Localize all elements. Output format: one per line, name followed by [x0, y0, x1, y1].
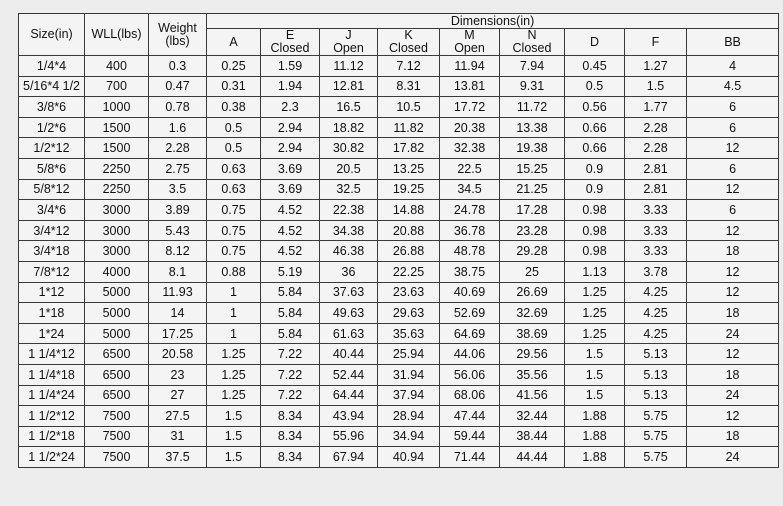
cell-a: 1.25 [207, 364, 261, 385]
cell-j-open: 64.44 [320, 385, 378, 406]
cell-j-open: 37.63 [320, 282, 378, 303]
table-row [19, 385, 779, 406]
cell-e-closed: 4.52 [261, 241, 320, 262]
table-row [19, 364, 779, 385]
cell-j-open: 36 [320, 261, 378, 282]
cell-n-closed: 7.94 [500, 56, 565, 77]
cell-bb: 24 [687, 447, 779, 468]
cell-size: 1 1/2*12 [19, 406, 85, 427]
cell-wll: 3000 [85, 220, 149, 241]
turnbuckle-spec-table [18, 13, 779, 468]
cell-e-closed: 7.22 [261, 364, 320, 385]
cell-a: 1 [207, 282, 261, 303]
cell-a: 1 [207, 323, 261, 344]
cell-e-closed: 8.34 [261, 426, 320, 447]
cell-j-open: 61.63 [320, 323, 378, 344]
cell-m-open: 36.78 [440, 220, 500, 241]
cell-d: 0.45 [565, 56, 625, 77]
table-row [19, 344, 779, 365]
cell-weight: 3.5 [149, 179, 207, 200]
cell-e-closed: 4.52 [261, 200, 320, 221]
cell-wll: 400 [85, 56, 149, 77]
cell-e-closed: 5.84 [261, 323, 320, 344]
table-row [19, 179, 779, 200]
cell-weight: 23 [149, 364, 207, 385]
cell-weight: 31 [149, 426, 207, 447]
cell-wll: 2250 [85, 158, 149, 179]
header-k-line2: Closed [389, 41, 428, 55]
spec-table-container [18, 13, 778, 468]
cell-d: 1.88 [565, 447, 625, 468]
cell-size: 3/4*18 [19, 241, 85, 262]
cell-d: 1.25 [565, 303, 625, 324]
cell-d: 1.5 [565, 385, 625, 406]
cell-size: 7/8*12 [19, 261, 85, 282]
cell-j-open: 52.44 [320, 364, 378, 385]
cell-weight: 27 [149, 385, 207, 406]
cell-d: 0.98 [565, 200, 625, 221]
cell-e-closed: 5.84 [261, 282, 320, 303]
cell-bb: 24 [687, 323, 779, 344]
header-m-line1: M [464, 28, 475, 42]
table-row [19, 303, 779, 324]
cell-f: 1.77 [625, 97, 687, 118]
cell-wll: 3000 [85, 241, 149, 262]
cell-f: 5.75 [625, 406, 687, 427]
cell-weight: 11.93 [149, 282, 207, 303]
cell-size: 1*24 [19, 323, 85, 344]
cell-bb: 4 [687, 56, 779, 77]
cell-size: 1/2*6 [19, 117, 85, 138]
cell-m-open: 20.38 [440, 117, 500, 138]
cell-n-closed: 13.38 [500, 117, 565, 138]
table-row [19, 220, 779, 241]
header-j-line2: Open [333, 41, 364, 55]
cell-a: 0.75 [207, 200, 261, 221]
cell-a: 0.88 [207, 261, 261, 282]
cell-n-closed: 15.25 [500, 158, 565, 179]
cell-wll: 4000 [85, 261, 149, 282]
cell-k-closed: 22.25 [378, 261, 440, 282]
cell-k-closed: 19.25 [378, 179, 440, 200]
cell-e-closed: 3.69 [261, 179, 320, 200]
cell-d: 0.98 [565, 241, 625, 262]
table-row [19, 97, 779, 118]
header-m-line2: Open [454, 41, 485, 55]
cell-m-open: 34.5 [440, 179, 500, 200]
cell-a: 0.75 [207, 241, 261, 262]
cell-wll: 7500 [85, 406, 149, 427]
header-e-line1: E [285, 28, 295, 42]
cell-a: 0.5 [207, 117, 261, 138]
cell-e-closed: 2.3 [261, 97, 320, 118]
cell-n-closed: 38.69 [500, 323, 565, 344]
header-k-closed [378, 29, 440, 56]
cell-k-closed: 29.63 [378, 303, 440, 324]
table-row [19, 426, 779, 447]
cell-k-closed: 17.82 [378, 138, 440, 159]
cell-weight: 1.6 [149, 117, 207, 138]
cell-size: 1*12 [19, 282, 85, 303]
cell-a: 1.5 [207, 426, 261, 447]
cell-e-closed: 1.59 [261, 56, 320, 77]
cell-m-open: 13.81 [440, 76, 500, 97]
cell-n-closed: 41.56 [500, 385, 565, 406]
cell-f: 2.81 [625, 179, 687, 200]
cell-e-closed: 8.34 [261, 406, 320, 427]
cell-m-open: 71.44 [440, 447, 500, 468]
cell-n-closed: 29.28 [500, 241, 565, 262]
cell-d: 0.66 [565, 117, 625, 138]
cell-k-closed: 25.94 [378, 344, 440, 365]
cell-n-closed: 32.44 [500, 406, 565, 427]
cell-d: 0.9 [565, 179, 625, 200]
cell-bb: 6 [687, 97, 779, 118]
table-body [19, 56, 779, 468]
table-row [19, 158, 779, 179]
cell-k-closed: 23.63 [378, 282, 440, 303]
cell-weight: 27.5 [149, 406, 207, 427]
cell-f: 5.75 [625, 426, 687, 447]
cell-size: 1 1/4*12 [19, 344, 85, 365]
cell-f: 2.81 [625, 158, 687, 179]
header-e-line2: Closed [270, 41, 310, 55]
header-k-line1: K [404, 28, 413, 42]
table-row [19, 56, 779, 77]
cell-wll: 3000 [85, 200, 149, 221]
cell-wll: 6500 [85, 344, 149, 365]
cell-d: 0.56 [565, 97, 625, 118]
cell-k-closed: 11.82 [378, 117, 440, 138]
cell-weight: 8.1 [149, 261, 207, 282]
cell-j-open: 22.38 [320, 200, 378, 221]
header-weight [149, 14, 207, 56]
cell-weight: 0.78 [149, 97, 207, 118]
cell-f: 4.25 [625, 303, 687, 324]
cell-wll: 6500 [85, 385, 149, 406]
cell-weight: 8.12 [149, 241, 207, 262]
cell-d: 1.25 [565, 282, 625, 303]
cell-j-open: 40.44 [320, 344, 378, 365]
table-row [19, 241, 779, 262]
cell-weight: 0.47 [149, 76, 207, 97]
header-n-line2: Closed [512, 41, 552, 55]
header-j-line1: J [345, 28, 352, 42]
cell-n-closed: 19.38 [500, 138, 565, 159]
cell-n-closed: 21.25 [500, 179, 565, 200]
cell-size: 5/16*4 1/2 [19, 76, 85, 97]
table-row [19, 406, 779, 427]
cell-size: 1/2*12 [19, 138, 85, 159]
cell-wll: 5000 [85, 303, 149, 324]
table-row [19, 200, 779, 221]
cell-a: 1.5 [207, 406, 261, 427]
header-a: A [207, 29, 261, 56]
cell-j-open: 34.38 [320, 220, 378, 241]
cell-f: 5.13 [625, 364, 687, 385]
cell-m-open: 47.44 [440, 406, 500, 427]
cell-d: 0.9 [565, 158, 625, 179]
cell-f: 3.78 [625, 261, 687, 282]
cell-f: 2.28 [625, 138, 687, 159]
cell-a: 0.63 [207, 158, 261, 179]
cell-k-closed: 13.25 [378, 158, 440, 179]
cell-e-closed: 8.34 [261, 447, 320, 468]
table-row [19, 138, 779, 159]
cell-d: 1.5 [565, 344, 625, 365]
cell-n-closed: 11.72 [500, 97, 565, 118]
cell-e-closed: 2.94 [261, 117, 320, 138]
cell-m-open: 24.78 [440, 200, 500, 221]
cell-d: 0.66 [565, 138, 625, 159]
cell-size: 1*18 [19, 303, 85, 324]
cell-bb: 6 [687, 117, 779, 138]
header-weight-line1: Weight [158, 20, 197, 35]
cell-m-open: 48.78 [440, 241, 500, 262]
cell-d: 1.88 [565, 406, 625, 427]
cell-wll: 1000 [85, 97, 149, 118]
cell-a: 0.38 [207, 97, 261, 118]
cell-weight: 5.43 [149, 220, 207, 241]
cell-n-closed: 38.44 [500, 426, 565, 447]
cell-size: 1 1/4*18 [19, 364, 85, 385]
cell-j-open: 55.96 [320, 426, 378, 447]
cell-e-closed: 7.22 [261, 344, 320, 365]
header-n-closed [500, 29, 565, 56]
table-row [19, 117, 779, 138]
cell-e-closed: 7.22 [261, 385, 320, 406]
cell-e-closed: 2.94 [261, 138, 320, 159]
cell-wll: 5000 [85, 323, 149, 344]
cell-e-closed: 5.84 [261, 303, 320, 324]
cell-d: 0.98 [565, 220, 625, 241]
cell-f: 1.27 [625, 56, 687, 77]
cell-a: 0.75 [207, 220, 261, 241]
cell-a: 1.25 [207, 385, 261, 406]
header-bb: BB [687, 29, 779, 56]
cell-weight: 2.75 [149, 158, 207, 179]
cell-n-closed: 32.69 [500, 303, 565, 324]
cell-m-open: 22.5 [440, 158, 500, 179]
cell-j-open: 20.5 [320, 158, 378, 179]
cell-a: 1.5 [207, 447, 261, 468]
cell-d: 1.88 [565, 426, 625, 447]
cell-weight: 20.58 [149, 344, 207, 365]
cell-weight: 17.25 [149, 323, 207, 344]
cell-k-closed: 26.88 [378, 241, 440, 262]
cell-size: 5/8*12 [19, 179, 85, 200]
cell-bb: 18 [687, 241, 779, 262]
header-e-closed [261, 29, 320, 56]
cell-a: 1.25 [207, 344, 261, 365]
cell-j-open: 46.38 [320, 241, 378, 262]
cell-size: 1/4*4 [19, 56, 85, 77]
cell-f: 3.33 [625, 220, 687, 241]
cell-size: 3/4*6 [19, 200, 85, 221]
cell-j-open: 43.94 [320, 406, 378, 427]
cell-e-closed: 3.69 [261, 158, 320, 179]
cell-f: 3.33 [625, 200, 687, 221]
cell-f: 1.5 [625, 76, 687, 97]
cell-n-closed: 9.31 [500, 76, 565, 97]
cell-bb: 18 [687, 364, 779, 385]
cell-m-open: 56.06 [440, 364, 500, 385]
cell-wll: 7500 [85, 426, 149, 447]
cell-a: 1 [207, 303, 261, 324]
cell-j-open: 32.5 [320, 179, 378, 200]
cell-a: 0.31 [207, 76, 261, 97]
table-row [19, 282, 779, 303]
cell-n-closed: 44.44 [500, 447, 565, 468]
cell-m-open: 68.06 [440, 385, 500, 406]
table-row [19, 76, 779, 97]
cell-n-closed: 25 [500, 261, 565, 282]
cell-size: 1 1/2*18 [19, 426, 85, 447]
cell-a: 0.5 [207, 138, 261, 159]
cell-k-closed: 31.94 [378, 364, 440, 385]
cell-m-open: 32.38 [440, 138, 500, 159]
cell-e-closed: 5.19 [261, 261, 320, 282]
cell-bb: 18 [687, 303, 779, 324]
cell-size: 3/8*6 [19, 97, 85, 118]
cell-f: 3.33 [625, 241, 687, 262]
cell-d: 0.5 [565, 76, 625, 97]
cell-m-open: 38.75 [440, 261, 500, 282]
cell-j-open: 67.94 [320, 447, 378, 468]
cell-weight: 3.89 [149, 200, 207, 221]
header-wll: WLL(lbs) [85, 14, 149, 56]
cell-a: 0.25 [207, 56, 261, 77]
cell-f: 5.13 [625, 344, 687, 365]
cell-e-closed: 1.94 [261, 76, 320, 97]
cell-bb: 24 [687, 385, 779, 406]
cell-j-open: 18.82 [320, 117, 378, 138]
cell-bb: 6 [687, 158, 779, 179]
cell-k-closed: 8.31 [378, 76, 440, 97]
table-row [19, 447, 779, 468]
cell-size: 5/8*6 [19, 158, 85, 179]
cell-k-closed: 34.94 [378, 426, 440, 447]
table-row [19, 261, 779, 282]
cell-f: 4.25 [625, 282, 687, 303]
cell-k-closed: 37.94 [378, 385, 440, 406]
cell-size: 3/4*12 [19, 220, 85, 241]
cell-n-closed: 26.69 [500, 282, 565, 303]
cell-size: 1 1/4*24 [19, 385, 85, 406]
cell-j-open: 49.63 [320, 303, 378, 324]
cell-m-open: 59.44 [440, 426, 500, 447]
cell-bb: 18 [687, 426, 779, 447]
cell-m-open: 64.69 [440, 323, 500, 344]
cell-wll: 700 [85, 76, 149, 97]
cell-f: 4.25 [625, 323, 687, 344]
cell-bb: 12 [687, 179, 779, 200]
cell-bb: 12 [687, 220, 779, 241]
header-m-open [440, 29, 500, 56]
header-j-open [320, 29, 378, 56]
header-dimensions: Dimensions(in) [207, 14, 779, 29]
cell-k-closed: 14.88 [378, 200, 440, 221]
cell-wll: 6500 [85, 364, 149, 385]
cell-bb: 12 [687, 344, 779, 365]
cell-f: 2.28 [625, 117, 687, 138]
cell-weight: 37.5 [149, 447, 207, 468]
cell-weight: 14 [149, 303, 207, 324]
cell-j-open: 16.5 [320, 97, 378, 118]
cell-k-closed: 10.5 [378, 97, 440, 118]
cell-wll: 7500 [85, 447, 149, 468]
cell-m-open: 11.94 [440, 56, 500, 77]
cell-weight: 0.3 [149, 56, 207, 77]
cell-j-open: 11.12 [320, 56, 378, 77]
cell-wll: 1500 [85, 138, 149, 159]
cell-n-closed: 23.28 [500, 220, 565, 241]
cell-n-closed: 17.28 [500, 200, 565, 221]
cell-bb: 12 [687, 138, 779, 159]
cell-k-closed: 40.94 [378, 447, 440, 468]
cell-bb: 12 [687, 406, 779, 427]
cell-a: 0.63 [207, 179, 261, 200]
header-n-line1: N [527, 28, 537, 42]
cell-m-open: 44.06 [440, 344, 500, 365]
cell-k-closed: 20.88 [378, 220, 440, 241]
cell-bb: 12 [687, 261, 779, 282]
cell-j-open: 30.82 [320, 138, 378, 159]
cell-m-open: 52.69 [440, 303, 500, 324]
cell-f: 5.75 [625, 447, 687, 468]
cell-m-open: 17.72 [440, 97, 500, 118]
cell-k-closed: 35.63 [378, 323, 440, 344]
cell-bb: 6 [687, 200, 779, 221]
cell-d: 1.25 [565, 323, 625, 344]
cell-wll: 1500 [85, 117, 149, 138]
cell-k-closed: 7.12 [378, 56, 440, 77]
cell-f: 5.13 [625, 385, 687, 406]
cell-n-closed: 35.56 [500, 364, 565, 385]
cell-d: 1.13 [565, 261, 625, 282]
cell-k-closed: 28.94 [378, 406, 440, 427]
cell-d: 1.5 [565, 364, 625, 385]
header-weight-line2: (lbs) [165, 33, 190, 48]
cell-e-closed: 4.52 [261, 220, 320, 241]
cell-wll: 2250 [85, 179, 149, 200]
cell-size: 1 1/2*24 [19, 447, 85, 468]
table-row [19, 323, 779, 344]
header-size: Size(in) [19, 14, 85, 56]
header-d: D [565, 29, 625, 56]
cell-bb: 12 [687, 282, 779, 303]
cell-wll: 5000 [85, 282, 149, 303]
header-f: F [625, 29, 687, 56]
cell-n-closed: 29.56 [500, 344, 565, 365]
cell-m-open: 40.69 [440, 282, 500, 303]
cell-j-open: 12.81 [320, 76, 378, 97]
cell-bb: 4.5 [687, 76, 779, 97]
cell-weight: 2.28 [149, 138, 207, 159]
